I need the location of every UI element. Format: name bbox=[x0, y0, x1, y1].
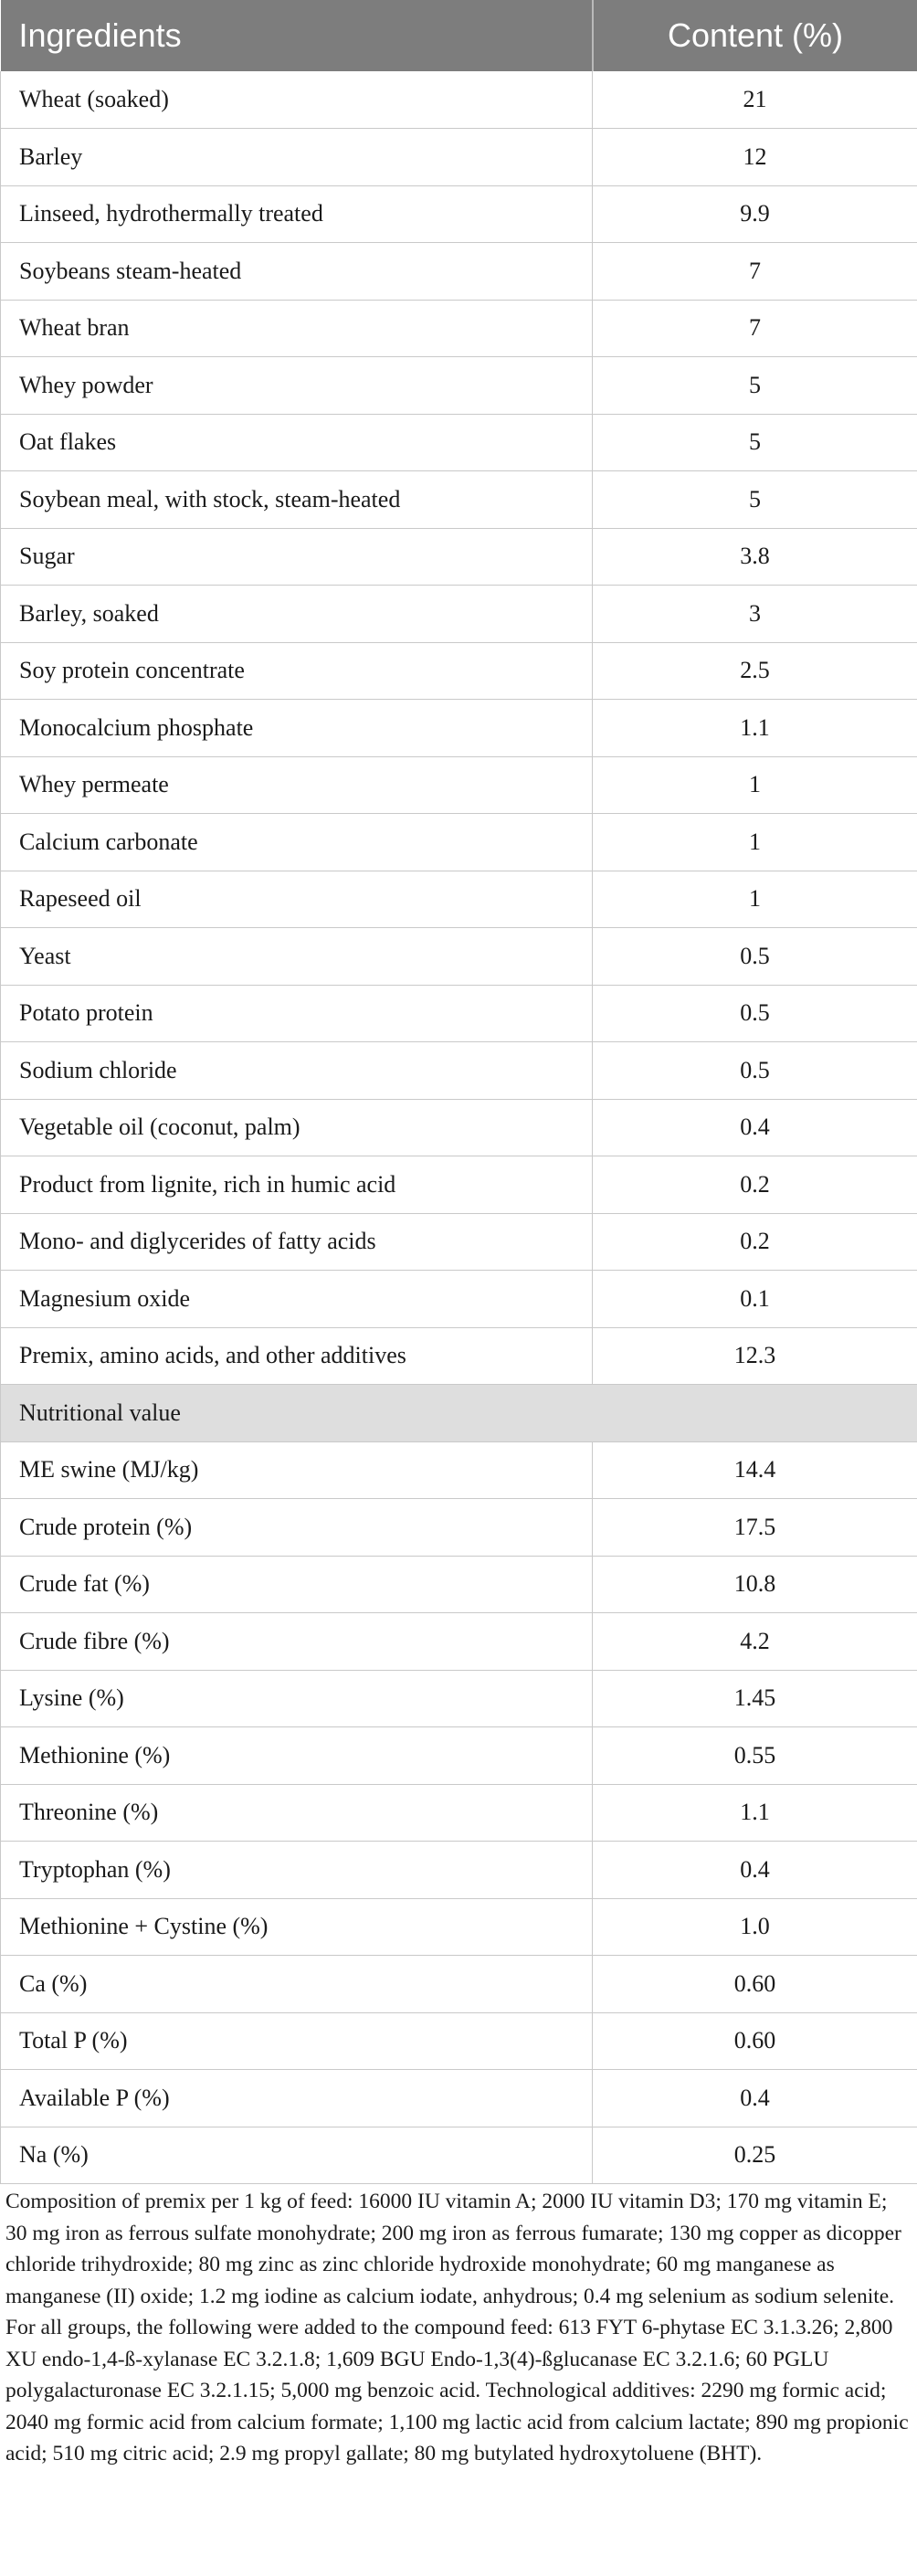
row-value: 7 bbox=[593, 243, 917, 301]
table-row bbox=[1, 185, 917, 243]
row-value: 0.4 bbox=[593, 1842, 917, 1899]
row-label: Rapeseed oil bbox=[1, 871, 593, 928]
table-row bbox=[1, 985, 917, 1042]
row-value: 14.4 bbox=[593, 1441, 917, 1499]
table-row bbox=[1, 1670, 917, 1727]
table-row bbox=[1, 1499, 917, 1557]
table-row bbox=[1, 528, 917, 586]
row-value: 0.60 bbox=[593, 1956, 917, 2013]
row-label: Total P (%) bbox=[1, 2012, 593, 2070]
row-label: Magnesium oxide bbox=[1, 1271, 593, 1328]
row-label: Wheat bran bbox=[1, 300, 593, 357]
table-row bbox=[1, 2127, 917, 2184]
table-row bbox=[1, 1556, 917, 1613]
section-label: Nutritional value bbox=[1, 1385, 917, 1442]
row-value: 7 bbox=[593, 300, 917, 357]
row-value: 12 bbox=[593, 129, 917, 186]
row-value: 0.1 bbox=[593, 1271, 917, 1328]
row-label: Na (%) bbox=[1, 2127, 593, 2184]
row-label: Barley bbox=[1, 129, 593, 186]
row-label: Soy protein concentrate bbox=[1, 642, 593, 700]
row-label: Calcium carbonate bbox=[1, 814, 593, 871]
row-label: Ca (%) bbox=[1, 1956, 593, 2013]
table-row bbox=[1, 2012, 917, 2070]
row-value: 2.5 bbox=[593, 642, 917, 700]
row-value: 0.5 bbox=[593, 985, 917, 1042]
table-row bbox=[1, 300, 917, 357]
row-label: Threonine (%) bbox=[1, 1784, 593, 1842]
table-row bbox=[1, 1727, 917, 1785]
row-value: 1 bbox=[593, 871, 917, 928]
table-row bbox=[1, 1042, 917, 1100]
row-value: 0.4 bbox=[593, 1099, 917, 1156]
row-label: Lysine (%) bbox=[1, 1670, 593, 1727]
row-label: Sugar bbox=[1, 528, 593, 586]
row-label: Tryptophan (%) bbox=[1, 1842, 593, 1899]
row-label: Soybeans steam-heated bbox=[1, 243, 593, 301]
row-label: Barley, soaked bbox=[1, 586, 593, 643]
row-label: Monocalcium phosphate bbox=[1, 700, 593, 757]
row-label: Potato protein bbox=[1, 985, 593, 1042]
row-value: 0.55 bbox=[593, 1727, 917, 1785]
table-row bbox=[1, 586, 917, 643]
table-row bbox=[1, 1156, 917, 1214]
row-value: 0.2 bbox=[593, 1156, 917, 1214]
row-label: Vegetable oil (coconut, palm) bbox=[1, 1099, 593, 1156]
table-row bbox=[1, 814, 917, 871]
row-value: 10.8 bbox=[593, 1556, 917, 1613]
row-value: 5 bbox=[593, 414, 917, 471]
row-label: Methionine (%) bbox=[1, 1727, 593, 1785]
row-value: 1.1 bbox=[593, 700, 917, 757]
row-value: 9.9 bbox=[593, 185, 917, 243]
section-row-nutritional-value bbox=[1, 1385, 917, 1442]
table-body bbox=[1, 71, 917, 2184]
table-row bbox=[1, 1956, 917, 2013]
table-row bbox=[1, 357, 917, 415]
table-row bbox=[1, 414, 917, 471]
row-value: 1 bbox=[593, 814, 917, 871]
table-row bbox=[1, 1099, 917, 1156]
row-value: 1.1 bbox=[593, 1784, 917, 1842]
header-ingredients: Ingredients bbox=[1, 0, 593, 71]
row-label: Whey powder bbox=[1, 357, 593, 415]
row-label: Crude fibre (%) bbox=[1, 1613, 593, 1671]
table-row bbox=[1, 1898, 917, 1956]
row-value: 3.8 bbox=[593, 528, 917, 586]
row-label: Available P (%) bbox=[1, 2070, 593, 2127]
table-row bbox=[1, 756, 917, 814]
table-row bbox=[1, 1271, 917, 1328]
table-row bbox=[1, 871, 917, 928]
row-label: Whey permeate bbox=[1, 756, 593, 814]
table-row bbox=[1, 1213, 917, 1271]
table-row bbox=[1, 243, 917, 301]
row-value: 4.2 bbox=[593, 1613, 917, 1671]
row-value: 1 bbox=[593, 756, 917, 814]
row-label: Mono- and diglycerides of fatty acids bbox=[1, 1213, 593, 1271]
table-row bbox=[1, 928, 917, 986]
row-label: Yeast bbox=[1, 928, 593, 986]
row-label: Premix, amino acids, and other additives bbox=[1, 1327, 593, 1385]
row-value: 1.0 bbox=[593, 1898, 917, 1956]
table-row bbox=[1, 1613, 917, 1671]
table-row bbox=[1, 71, 917, 129]
table-row bbox=[1, 700, 917, 757]
row-value: 17.5 bbox=[593, 1499, 917, 1557]
table-row bbox=[1, 1784, 917, 1842]
table-header-row bbox=[1, 0, 917, 71]
table-row bbox=[1, 129, 917, 186]
table-row bbox=[1, 471, 917, 529]
table-row bbox=[1, 2070, 917, 2127]
row-label: Wheat (soaked) bbox=[1, 71, 593, 129]
table-row bbox=[1, 1441, 917, 1499]
table-footnote: Composition of premix per 1 kg of feed: 16000 IU vitamin A; 2000 IU vitamin D3; 170 mg vitamin E; 30 mg iron as ferrous sulfate monohydrate; 200 mg iron as ferrous fumarate; 130 mg copper as dicopper chloride trihydroxide; 80 mg zinc as zinc chloride hydroxide monohydrate; 60 mg manganese as manganese (II) oxide; 1.2 mg iodine as calcium iodate, anhydrous; 0.4 mg selenium as sodium selenite. For all groups, the following were added to the compound feed: 613 FYT 6-phytase EC 3.1.3.26; 2,800 XU endo-1,4-ß-xylanase EC 3.2.1.8; 1,609 BGU Endo-1,3(4)-ßglucanase EC 3.2.1.6; 60 PGLU polygalacturonase EC 3.2.1.15; 5,000 mg benzoic acid. Technological additives: 2290 mg formic acid; 2040 mg formic acid from calcium formate; 1,100 mg lactic acid from calcium lactate; 890 mg propionic acid; 510 mg citric acid; 2.9 mg propyl gallate; 80 mg butylated hydroxytoluene (BHT). bbox=[5, 2190, 909, 2465]
row-label: Linseed, hydrothermally treated bbox=[1, 185, 593, 243]
table-row bbox=[1, 1842, 917, 1899]
row-label: ME swine (MJ/kg) bbox=[1, 1441, 593, 1499]
row-label: Soybean meal, with stock, steam-heated bbox=[1, 471, 593, 529]
table-row bbox=[1, 642, 917, 700]
row-label: Product from lignite, rich in humic acid bbox=[1, 1156, 593, 1214]
row-value: 1.45 bbox=[593, 1670, 917, 1727]
row-value: 0.4 bbox=[593, 2070, 917, 2127]
row-value: 5 bbox=[593, 471, 917, 529]
row-label: Methionine + Cystine (%) bbox=[1, 1898, 593, 1956]
row-value: 0.60 bbox=[593, 2012, 917, 2070]
row-value: 0.25 bbox=[593, 2127, 917, 2184]
row-label: Sodium chloride bbox=[1, 1042, 593, 1100]
row-value: 12.3 bbox=[593, 1327, 917, 1385]
header-content: Content (%) bbox=[593, 0, 917, 71]
row-label: Crude fat (%) bbox=[1, 1556, 593, 1613]
row-value: 3 bbox=[593, 586, 917, 643]
row-label: Oat flakes bbox=[1, 414, 593, 471]
row-value: 0.2 bbox=[593, 1213, 917, 1271]
row-value: 0.5 bbox=[593, 1042, 917, 1100]
row-value: 0.5 bbox=[593, 928, 917, 986]
table-row bbox=[1, 1327, 917, 1385]
row-label: Crude protein (%) bbox=[1, 1499, 593, 1557]
row-value: 21 bbox=[593, 71, 917, 129]
row-value: 5 bbox=[593, 357, 917, 415]
